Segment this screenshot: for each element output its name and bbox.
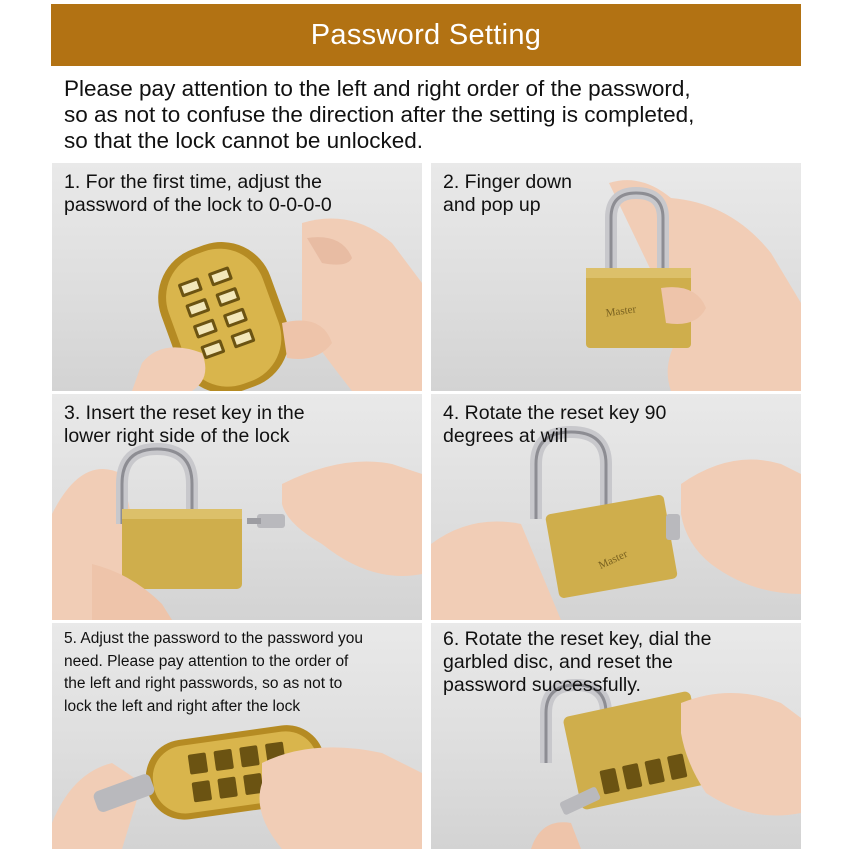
step-3-line: lower right side of the lock	[64, 425, 290, 447]
step-3-caption	[64, 402, 305, 448]
step-5-panel	[52, 623, 422, 849]
title-banner	[51, 4, 801, 66]
step-4-caption	[443, 402, 666, 448]
step-5-line: need. Please pay attention to the order of	[64, 652, 349, 670]
step-5-caption	[64, 628, 363, 718]
step-1-line: password of the lock to 0-0-0-0	[64, 194, 332, 216]
step-1-caption	[64, 171, 332, 217]
step-2-panel	[431, 163, 801, 391]
page-title: Password Setting	[310, 18, 542, 51]
step-4-line: 4. Rotate the reset key 90	[443, 402, 667, 424]
step-1-line: 1. For the first time, adjust the	[64, 171, 322, 193]
step-3-panel	[52, 394, 422, 620]
step-4-line: degrees at will	[443, 425, 568, 447]
step-4-panel	[431, 394, 801, 620]
step-3-line: 3. Insert the reset key in the	[64, 402, 305, 424]
step-6-line: 6. Rotate the reset key, dial the	[443, 628, 712, 650]
step-2-caption	[443, 171, 572, 217]
step-5-line: 5. Adjust the password to the password you	[64, 630, 363, 647]
step-6-caption	[443, 628, 711, 697]
step-5-line: the left and right passwords, so as not to	[64, 675, 343, 692]
step-5-line: lock the left and right after the lock	[64, 697, 301, 715]
intro-text	[64, 76, 794, 154]
lock-brand: Master	[604, 303, 637, 320]
step-6-panel	[431, 623, 801, 849]
step-6-line: password successfully.	[443, 674, 641, 696]
step-2-line: and pop up	[443, 194, 541, 216]
lock-brand: Master	[596, 548, 630, 572]
step-6-line: garbled disc, and reset the	[443, 651, 673, 673]
intro-line: so as not to confuse the direction after the setting is completed,	[64, 102, 695, 127]
step-2-line: 2. Finger down	[443, 171, 572, 193]
step-1-panel	[52, 163, 422, 391]
intro-line: Please pay attention to the left and right order of the password,	[64, 76, 691, 101]
intro-line: so that the lock cannot be unlocked.	[64, 128, 423, 153]
